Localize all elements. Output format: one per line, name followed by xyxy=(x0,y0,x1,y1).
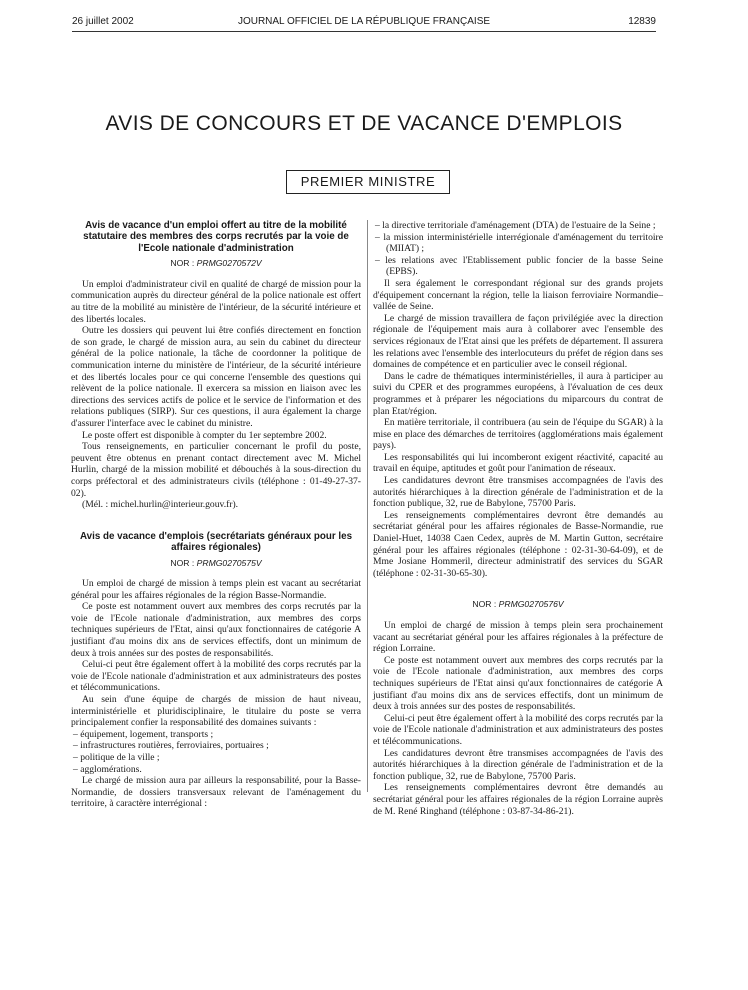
paragraph: Les responsabilités qui lui incomberont exigent réactivité, capacité au travail en équipe, aptitudes et goût pour l'animation de réseaux. xyxy=(373,451,663,475)
paragraph: En matière territoriale, il contribuera (au sein de l'équipe du SGAR) à la mise en place des démarches de territoires (agglomérations mais également pays). xyxy=(373,417,663,452)
paragraph: Les renseignements complémentaires devront être demandés au secrétariat général pour les affaires régionales de la région Lorraine auprès de M. René Ringhand (téléphone : 03-87-34-86-21). xyxy=(373,782,663,817)
paragraph: Celui-ci peut être également offert à la mobilité des corps recrutés par la voie de l'Ecole nationale d'administration et aux administrateurs des postes et télécommunications. xyxy=(71,659,361,694)
paragraph: Dans le cadre de thématiques interministérielles, il aura à participer au suivi du CPER et des programmes européens, à l'évaluation de ces deux programmes et à préparer les négociations du miparcours du contrat de plan Etat/région. xyxy=(373,370,663,417)
paragraph: Les candidatures devront être transmises accompagnées de l'avis des autorités hiérarchiques à la direction générale de l'administration et de la fonction publique, 32, rue de Babylone, 75700 Paris. xyxy=(373,747,663,782)
paragraph: Outre les dossiers qui peuvent lui être confiés directement en fonction de son grade, le chargé de mission aura, au sein du cabinet du directeur général de la police nationale, la tâche de coordonner la politique de communication interne du ministère de l'intérieur, de la sécurité intérieure et des libertés locales pour ce qui concerne l'ensemble des questions qui relèvent de la police nationale. Il exercera sa mission en liaison avec les directions des services actifs de police et le service de l'information et des relations publiques (SIRP). Sur ces questions, il aura également la charge d'assurer l'interface avec le cabinet du ministre. xyxy=(71,325,361,429)
paragraph: Un emploi de chargé de mission à temps plein sera prochainement vacant au secrétariat général pour les affaires régionales à la préfecture de région Lorraine. xyxy=(373,620,663,655)
list-item: – les relations avec l'Etablissement public foncier de la basse Seine (EPBS). xyxy=(373,255,663,278)
page-number: 12839 xyxy=(628,16,656,27)
list-item: – infrastructures routières, ferroviaires, portuaires ; xyxy=(71,740,361,752)
journal-title: JOURNAL OFFICIEL DE LA RÉPUBLIQUE FRANÇAISE xyxy=(237,16,491,27)
nor-code: PRMG0270575V xyxy=(196,557,262,568)
list-item: – politique de la ville ; xyxy=(71,752,361,764)
column-divider xyxy=(367,220,368,792)
paragraph: Au sein d'une équipe de chargés de mission de haut niveau, interministérielle et pluridisciplinaire, le titulaire du poste se verra principalement confier la responsabilité des domaines suivants : xyxy=(71,694,361,729)
paragraph: Les candidatures devront être transmises accompagnées de l'avis des autorités hiérarchiques à la direction générale de l'administration et de la fonction publique, 32, rue de Babylone, 75700 Paris. xyxy=(373,475,663,510)
header-rule xyxy=(72,31,656,32)
paragraph: Un emploi d'administrateur civil en qualité de chargé de mission pour la communication auprès du directeur général de la police nationale est offert au titre de la mobilité au ministère de l'intérieur, de la sécurité intérieure et des libertés locales. xyxy=(71,278,361,325)
article-3-nor xyxy=(373,599,663,611)
list-item: – agglomérations. xyxy=(71,764,361,776)
article-2-nor xyxy=(71,558,361,570)
paragraph: Ce poste est notamment ouvert aux membres des corps recrutés par la voie de l'Ecole nationale d'administration, aux membres des corps techniques supérieurs de l'Etat ainsi qu'aux fonctionnaires de catégorie A justifiant d'au moins dix ans de services effectifs, dont un minimum de deux à trois années sur des postes de responsabilités. xyxy=(373,654,663,713)
paragraph: Celui-ci peut être également offert à la mobilité des corps recrutés par la voie de l'Ecole nationale d'administration et aux administrateurs des postes et télécommunications. xyxy=(373,712,663,747)
issue-date: 26 juillet 2002 xyxy=(72,16,134,27)
paragraph: Il sera également le correspondant régional sur des grands projets d'équipement concernant la région, telle la liaison ferroviaire Normandie–vallée de Seine. xyxy=(373,277,663,313)
list-item: – équipement, logement, transports ; xyxy=(71,729,361,741)
article-1-title: Avis de vacance d'un emploi offert au titre de la mobilité statutaire des membres des corps recrutés par la voie de l'Ecole nationale d'administration xyxy=(83,220,349,254)
paragraph: Un emploi de chargé de mission à temps plein est vacant au secrétariat général pour les affaires régionales de la région Basse-Normandie. xyxy=(71,578,361,601)
paragraph: Le chargé de mission travaillera de façon privilégiée avec la direction régionale de l'équipement mais aura à collaborer avec l'ensemble des services régionaux de l'Etat ainsi que les préfets de département. Il assurera les relations avec l'ensemble des interlocuteurs du préfet de région dans ses domaines de compétence et en particulier avec le conseil régional. xyxy=(373,312,663,371)
running-header xyxy=(72,16,656,30)
interregional-list xyxy=(373,220,663,278)
nor-label: NOR : xyxy=(170,258,197,269)
nor-label: NOR : xyxy=(170,557,197,568)
list-item: – la mission interministérielle interrégionale d'aménagement du territoire (MIIAT) ; xyxy=(373,232,663,255)
paragraph: Le chargé de mission aura par ailleurs la responsabilité, pour la Basse-Normandie, de dossiers transversaux relevant de l'aménagement du territoire, à caractère interrégional : xyxy=(71,775,361,810)
main-title: AVIS DE CONCOURS ET DE VACANCE D'EMPLOIS xyxy=(105,112,623,135)
left-column xyxy=(71,220,361,810)
paragraph: Tous renseignements, en particulier concernant le profil du poste, peuvent être obtenus en prenant contact directement avec M. Michel Hurlin, chargé de la mission mobilité et débouchés à la sous-direction du corps préfectoral et des administrateurs civils (téléphone : 01-49-27-37-02). xyxy=(71,441,361,499)
nor-code: PRMG0270572V xyxy=(196,258,262,269)
nor-code: PRMG0270576V xyxy=(498,599,564,610)
nor-label: NOR : xyxy=(472,599,499,610)
section-heading: PREMIER MINISTRE xyxy=(286,170,450,194)
paragraph: Le poste offert est disponible à compter du 1er septembre 2002. xyxy=(82,429,327,441)
list-item: – la directive territoriale d'aménagement (DTA) de l'estuaire de la Seine ; xyxy=(373,220,663,232)
paragraph: (Mél. : michel.hurlin@interieur.gouv.fr). xyxy=(82,499,239,511)
paragraph: Les renseignements complémentaires devront être demandés au secrétariat général pour les affaires régionales de Basse-Normandie, rue Daniel-Huet, 14038 Caen Cedex, auprès de M. Martin Gutton, secrétaire général pour les affaires régionales (téléphone : 02-31-30-64-09), et de Mme Josiane Hommeril, directeur administratif des services du SGAR (téléphone : 02-31-30-65-30). xyxy=(373,509,663,579)
domain-list xyxy=(71,729,361,775)
paragraph: Ce poste est notamment ouvert aux membres des corps recrutés par la voie de l'Ecole nationale d'administration, aux membres des corps techniques supérieurs de l'Etat, ainsi qu'aux fonctionnaires de catégorie A justifiant d'au moins dix ans de services effectifs, dont un minimum de deux à trois années sur des postes de responsabilités. xyxy=(71,601,361,659)
right-column xyxy=(373,220,663,817)
article-1-nor xyxy=(71,258,361,270)
article-2-title: Avis de vacance d'emplois (secrétariats généraux pour les affaires régionales) xyxy=(79,530,353,554)
